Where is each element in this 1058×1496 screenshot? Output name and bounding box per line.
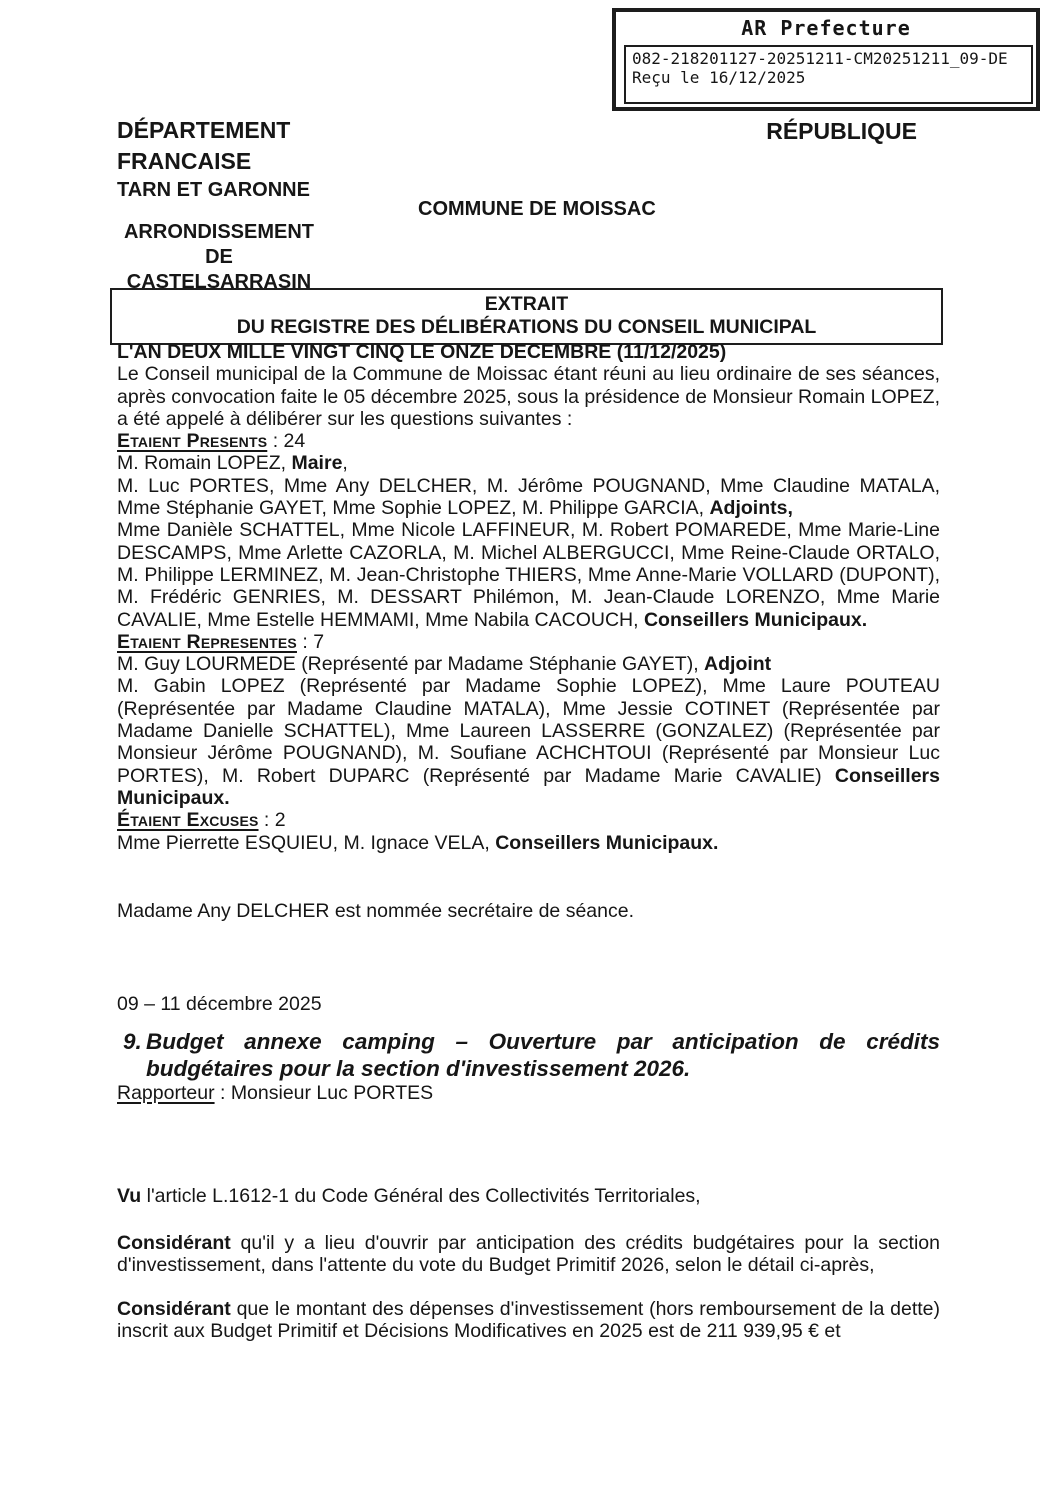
agenda-item-number: 9.	[123, 1029, 142, 1055]
main-text	[117, 341, 940, 1342]
considerant-paragraph-2: Considérant que le montant des dépenses d'investissement (hors remboursement de la dette) inscrit aux Budget Primitif et Décisions Modificatives en 2025 est de 211 939,95 € et	[117, 1297, 940, 1342]
session-intro-paragraph: Le Conseil municipal de la Commune de Moissac étant réuni au lieu ordinaire de ses séances, après convocation faite le 05 décembre 2025, sous la présidence de Monsieur Romain LOPEZ, a été appelé à délibérer sur les questions suivantes :	[117, 363, 940, 430]
maire-line: M. Romain LOPEZ, Maire,	[117, 452, 348, 475]
arrondissement-line2: DE	[205, 246, 233, 268]
departement-line1: DÉPARTEMENT	[117, 117, 291, 143]
republique-label: RÉPUBLIQUE	[766, 118, 917, 144]
vu-paragraph: Vu l'article L.1612-1 du Code Général des Collectivités Territoriales,	[117, 1184, 701, 1207]
deliberation-ref-line: 09 – 11 décembre 2025	[117, 993, 322, 1016]
arrondissement-line1: ARRONDISSEMENT	[123, 221, 314, 243]
lourmede-line: M. Guy LOURMEDE (Représenté par Madame Stéphanie GAYET), Adjoint	[117, 653, 772, 676]
representes-paragraph: M. Gabin LOPEZ (Représenté par Madame Sophie LOPEZ), Mme Laure POUTEAU (Représentée par Madame Claudine MATALA), Mme Jessie COTINET (Représentée par Madame Danielle SCHATTEL), Mme Laureen LASSERRE (GONZALEZ) (Représentée par Monsieur Jérôme POUGNAND), M. Soufiane ACHCHTOUI (Représenté par Monsieur Luc PORTES), M. Robert DUPARC (Représenté par Madame Marie CAVALIE) Conseillers Municipaux.	[117, 675, 940, 809]
agenda-item-text: Budget annexe camping – Ouverture par anticipation de crédits budgétaires pour la section d'investissement 2026.	[146, 1029, 940, 1082]
stamp-body	[624, 45, 1033, 104]
presents-heading: Etaient Presents : 24	[117, 430, 306, 453]
rapporteur-line: Rapporteur : Monsieur Luc PORTES	[117, 1082, 434, 1105]
commune-label: COMMUNE DE MOISSAC	[418, 198, 656, 220]
departement-line3: TARN ET GARONNE	[117, 179, 310, 201]
extrait-line2: DU REGISTRE DES DÉLIBÉRATIONS DU CONSEIL MUNICIPAL	[236, 316, 817, 338]
ar-prefecture-stamp	[612, 8, 1040, 111]
excuses-line: Mme Pierrette ESQUIEU, M. Ignace VELA, Conseillers Municipaux.	[117, 831, 719, 854]
considerant-paragraph-1: Considérant qu'il y a lieu d'ouvrir par anticipation des crédits budgétaires pour la section d'investissement, dans l'attente du vote du Budget Primitif 2026, selon le détail ci-après,	[117, 1232, 940, 1277]
session-date-line: L'AN DEUX MILLE VINGT CINQ LE ONZE DECEMBRE (11/12/2025)	[117, 341, 727, 363]
stamp-ref-number: 082-218201127-20251211-CM20251211_09-DE	[632, 49, 1008, 68]
arrondissement-block	[114, 220, 324, 295]
adjoints-paragraph: M. Luc PORTES, Mme Any DELCHER, M. Jérôme POUGNAND, Mme Claudine MATALA, Mme Stéphanie GAYET, Mme Sophie LOPEZ, M. Philippe GARCIA, Adjoints,	[117, 474, 940, 520]
conseillers-paragraph: Mme Danièle SCHATTEL, Mme Nicole LAFFINEUR, M. Robert POMAREDE, Mme Marie-Line DESCAMPS, Mme Arlette CAZORLA, M. Michel ALBERGUCCI, Mme Reine-Claude ORTALO, M. Philippe LERMINEZ, M. Jean-Christophe THIERS, Mme Anne-Marie VOLLARD (DUPONT), M. Frédéric GENRIES, M. DESSART Philémon, M. Jean-Claude LORENZO, Mme Marie CAVALIE, Mme Estelle HEMMAMI, Mme Nabila CACOUCH, Conseillers Municipaux.	[117, 519, 940, 631]
stamp-title: AR Prefecture	[741, 16, 911, 40]
representes-heading: Etaient Representes : 7	[117, 630, 325, 653]
arrondissement-line3: CASTELSARRASIN	[126, 271, 312, 293]
agenda-item-title	[117, 1028, 940, 1082]
excuses-heading: Étaient Excuses : 2	[117, 809, 286, 832]
stamp-received-date: Reçu le 16/12/2025	[632, 68, 806, 87]
departement-line2: FRANCAISE	[117, 148, 252, 174]
extrait-box	[110, 288, 943, 345]
extrait-line1: EXTRAIT	[484, 293, 569, 315]
departement-block	[117, 115, 310, 204]
secretary-line: Madame Any DELCHER est nommée secrétaire de séance.	[117, 899, 634, 922]
